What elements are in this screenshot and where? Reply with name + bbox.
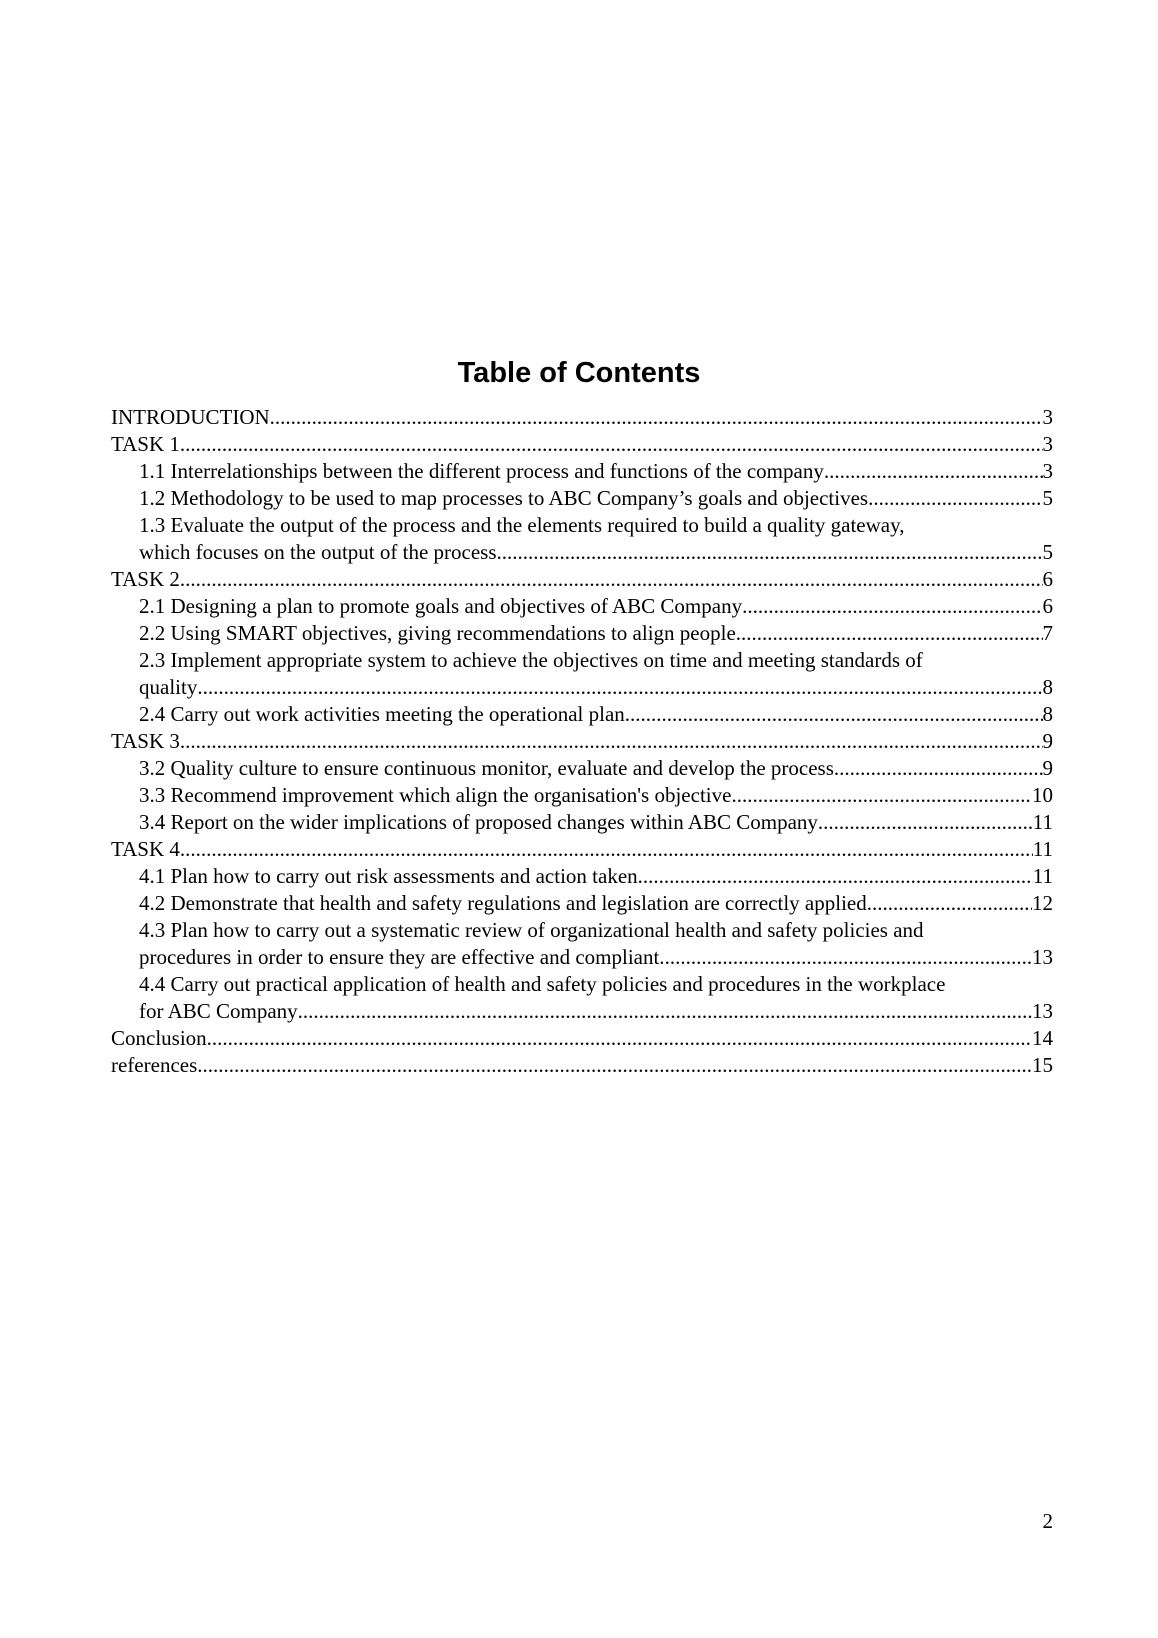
toc-page-number: 13: [1032, 999, 1053, 1023]
toc-entry-label-line-1: 1.3 Evaluate the output of the process and the elements required to build a quality gateway,: [139, 513, 905, 537]
toc-leader-dots: [298, 998, 1032, 1025]
toc-leader-dots: [665, 944, 1032, 971]
toc-leader-dots: [868, 485, 1042, 512]
toc-entry-task-4[interactable]: [111, 836, 1053, 863]
toc-entry-task-1[interactable]: [111, 431, 1053, 458]
toc-entry-conclusion[interactable]: [111, 1025, 1053, 1052]
toc-entry-3-4[interactable]: [111, 809, 1053, 836]
toc-entry-continuation: [139, 944, 1053, 971]
toc-leader-dots: [638, 863, 1033, 890]
toc-leader-dots: [197, 674, 1042, 701]
toc-leader-dots: [180, 566, 1043, 593]
toc-page-number: 3: [1042, 432, 1053, 456]
toc-entry-continuation: [139, 674, 1053, 701]
toc-leader-dots: [197, 1052, 1032, 1079]
toc-leader-dots: [625, 701, 1043, 728]
toc-page-number: 7: [1042, 621, 1053, 645]
page-number: 2: [1042, 1509, 1053, 1533]
toc-page-number: 6: [1042, 567, 1053, 591]
toc-page-number: 8: [1042, 702, 1053, 726]
toc-page-number: 12: [1032, 891, 1053, 915]
toc-page-number: 13: [1032, 945, 1053, 969]
toc-entry-4-1[interactable]: [111, 863, 1053, 890]
toc-leader-dots: [742, 593, 1042, 620]
toc-leader-dots: [270, 404, 1043, 431]
toc-entry-label: 2.4 Carry out work activities meeting the operational plan: [139, 702, 625, 726]
toc-entry-label: Conclusion: [111, 1026, 207, 1050]
toc-page-number: 9: [1042, 729, 1053, 753]
toc-leader-dots: [180, 836, 1033, 863]
toc-entry-introduction[interactable]: [111, 404, 1053, 431]
toc-entry-references[interactable]: [111, 1052, 1053, 1079]
toc-entry-4-4[interactable]: [111, 971, 1053, 1025]
toc-title: Table of Contents: [457, 357, 701, 389]
toc-leader-dots: [207, 1025, 1032, 1052]
toc-entry-label: TASK 3: [111, 729, 180, 753]
toc-entry-4-3[interactable]: [111, 917, 1053, 971]
toc-entry-2-1[interactable]: [111, 593, 1053, 620]
toc-page-number: 15: [1032, 1053, 1053, 1077]
toc-entry-label: 4.2 Demonstrate that health and safety regulations and legislation are correctly applied: [139, 891, 867, 915]
toc-page-number: 10: [1032, 783, 1053, 807]
toc-page-number: 11: [1032, 810, 1053, 834]
toc-entry-label-line-1: 4.4 Carry out practical application of health and safety policies and procedures in the workplace: [139, 972, 946, 996]
toc-entry-label: TASK 4: [111, 837, 180, 861]
toc-page-number: 5: [1042, 540, 1053, 564]
toc-entry-task-2[interactable]: [111, 566, 1053, 593]
toc-entry-continuation: [139, 539, 1053, 566]
toc-leader-dots: [497, 539, 1043, 566]
toc-entry-label: TASK 2: [111, 567, 180, 591]
toc-entry-label: which focuses on the output of the process: [139, 540, 497, 564]
toc-leader-dots: [736, 620, 1043, 647]
toc-entry-label-line-1: 4.3 Plan how to carry out a systematic review of organizational health and safety policies and: [139, 918, 924, 942]
toc-entry-continuation: [139, 998, 1053, 1025]
toc-leader-dots: [818, 809, 1033, 836]
toc-page-number: 3: [1042, 405, 1053, 429]
toc-entry-3-3[interactable]: [111, 782, 1053, 809]
toc-page-number: 11: [1032, 864, 1053, 888]
table-of-contents: [111, 404, 1053, 1079]
toc-entry-4-2[interactable]: [111, 890, 1053, 917]
toc-entry-1-1[interactable]: [111, 458, 1053, 485]
toc-entry-3-2[interactable]: [111, 755, 1053, 782]
toc-entry-label: INTRODUCTION: [111, 405, 270, 429]
toc-leader-dots: [731, 782, 1032, 809]
toc-entry-label: 4.1 Plan how to carry out risk assessments and action taken: [139, 864, 638, 888]
toc-entry-label: 3.2 Quality culture to ensure continuous monitor, evaluate and develop the process: [139, 756, 834, 780]
toc-entry-label: 2.1 Designing a plan to promote goals and objectives of ABC Company: [139, 594, 743, 618]
toc-entry-label: references: [111, 1053, 198, 1077]
toc-entry-label: 2.2 Using SMART objectives, giving recommendations to align people: [139, 621, 736, 645]
toc-entry-2-2[interactable]: [111, 620, 1053, 647]
toc-entry-label: 1.1 Interrelationships between the different process and functions of the company: [139, 459, 824, 483]
toc-leader-dots: [180, 431, 1043, 458]
toc-entry-label: 3.3 Recommend improvement which align the organisation's objective: [139, 783, 732, 807]
toc-leader-dots: [834, 755, 1043, 782]
toc-page-number: 14: [1032, 1026, 1053, 1050]
toc-entry-label: TASK 1: [111, 432, 180, 456]
toc-entry-label: 3.4 Report on the wider implications of proposed changes within ABC Company: [139, 810, 818, 834]
toc-entry-label: 1.2 Methodology to be used to map processes to ABC Company’s goals and objectives: [139, 486, 869, 510]
toc-leader-dots: [180, 728, 1043, 755]
toc-leader-dots: [867, 890, 1032, 917]
toc-entry-2-4[interactable]: [111, 701, 1053, 728]
toc-page-number: 11: [1032, 837, 1053, 861]
toc-entry-task-3[interactable]: [111, 728, 1053, 755]
toc-page-number: 5: [1042, 486, 1053, 510]
toc-page-number: 8: [1042, 675, 1053, 699]
toc-page-number: 9: [1042, 756, 1053, 780]
toc-page-number: 3: [1042, 459, 1053, 483]
toc-entry-2-3[interactable]: [111, 647, 1053, 701]
toc-entry-label-line-1: 2.3 Implement appropriate system to achieve the objectives on time and meeting standards of: [139, 648, 923, 672]
toc-entry-1-2[interactable]: [111, 485, 1053, 512]
toc-entry-label: for ABC Company: [139, 999, 298, 1023]
toc-entry-label: procedures in order to ensure they are effective and compliant.: [139, 945, 665, 969]
toc-entry-1-3[interactable]: [111, 512, 1053, 566]
toc-entry-label: quality: [139, 675, 198, 699]
toc-page-number: 6: [1042, 594, 1053, 618]
toc-leader-dots: [824, 458, 1043, 485]
